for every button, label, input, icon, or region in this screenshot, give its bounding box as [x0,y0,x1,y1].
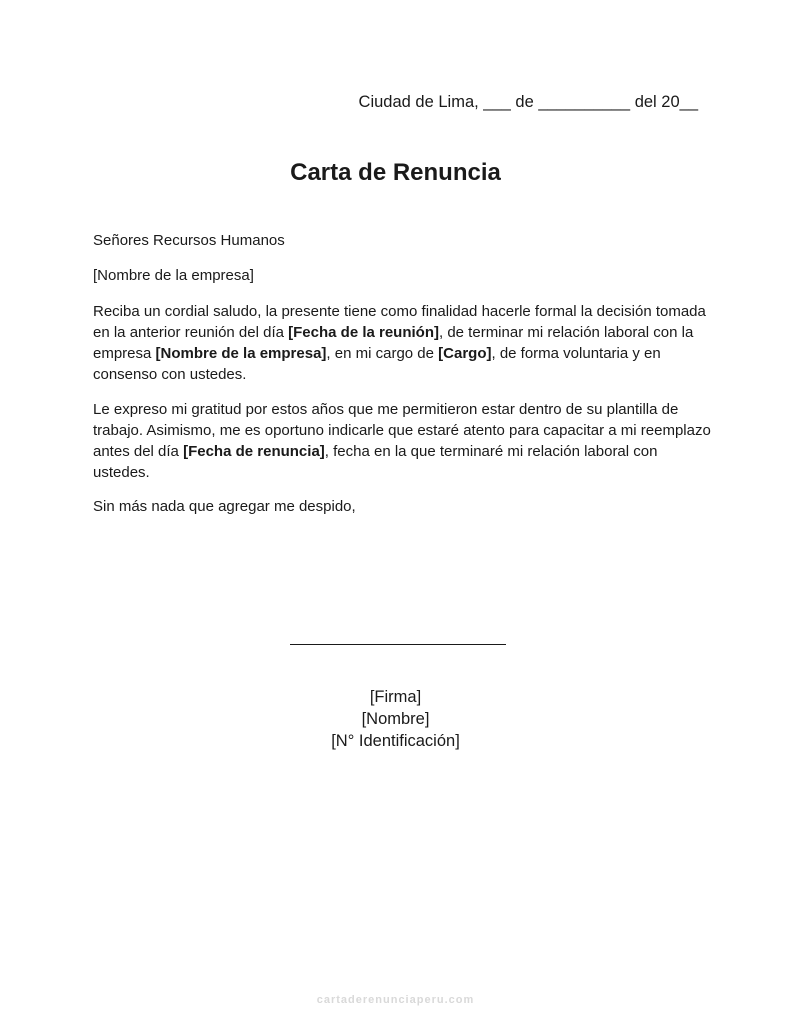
meeting-date-placeholder: [Fecha de la reunión] [288,324,439,341]
company-placeholder: [Nombre de la empresa] [93,267,254,284]
signature-placeholder: [Firma] [369,688,422,706]
id-number-placeholder: [N° Identificación] [331,732,460,750]
paragraph-text: , de terminar mi relación laboral con la empresa [93,324,694,362]
recipient-line: Señores Recursos Humanos [93,232,285,249]
signature-block [0,686,791,752]
paragraph-text: , fecha en la que terminaré mi relación laboral con ustedes. [93,443,658,481]
resignation-date-placeholder: [Fecha de renuncia] [183,443,325,460]
paragraph-decision [93,301,713,385]
closing-line: Sin más nada que agregar me despido, [93,498,356,515]
site-watermark: cartaderenunciaperu.com [316,994,475,1006]
paragraph-text: , de forma voluntaria y en consenso con ustedes. [93,345,661,383]
signature-line [290,644,506,645]
company-name-placeholder: [Nombre de la empresa] [155,345,327,362]
date-line: Ciudad de Lima, ___ de __________ del 20__ [358,93,698,111]
paragraph-text: Reciba un cordial saludo, la presente tiene como finalidad hacerle formal la decisión tomada en la anterior reunión del día [93,303,706,341]
paragraph-gratitude [93,399,713,483]
position-placeholder: [Cargo] [438,345,492,362]
name-placeholder: [Nombre] [361,710,430,728]
page-title: Carta de Renuncia [290,159,501,186]
paragraph-text: Le expreso mi gratitud por estos años que me permitieron estar dentro de su plantilla de trabajo. Asimismo, me es oportuno indicarle que estaré atento para capacitar a mi reemplazo antes del día [93,401,711,460]
paragraph-text: , en mi cargo de [326,345,439,362]
